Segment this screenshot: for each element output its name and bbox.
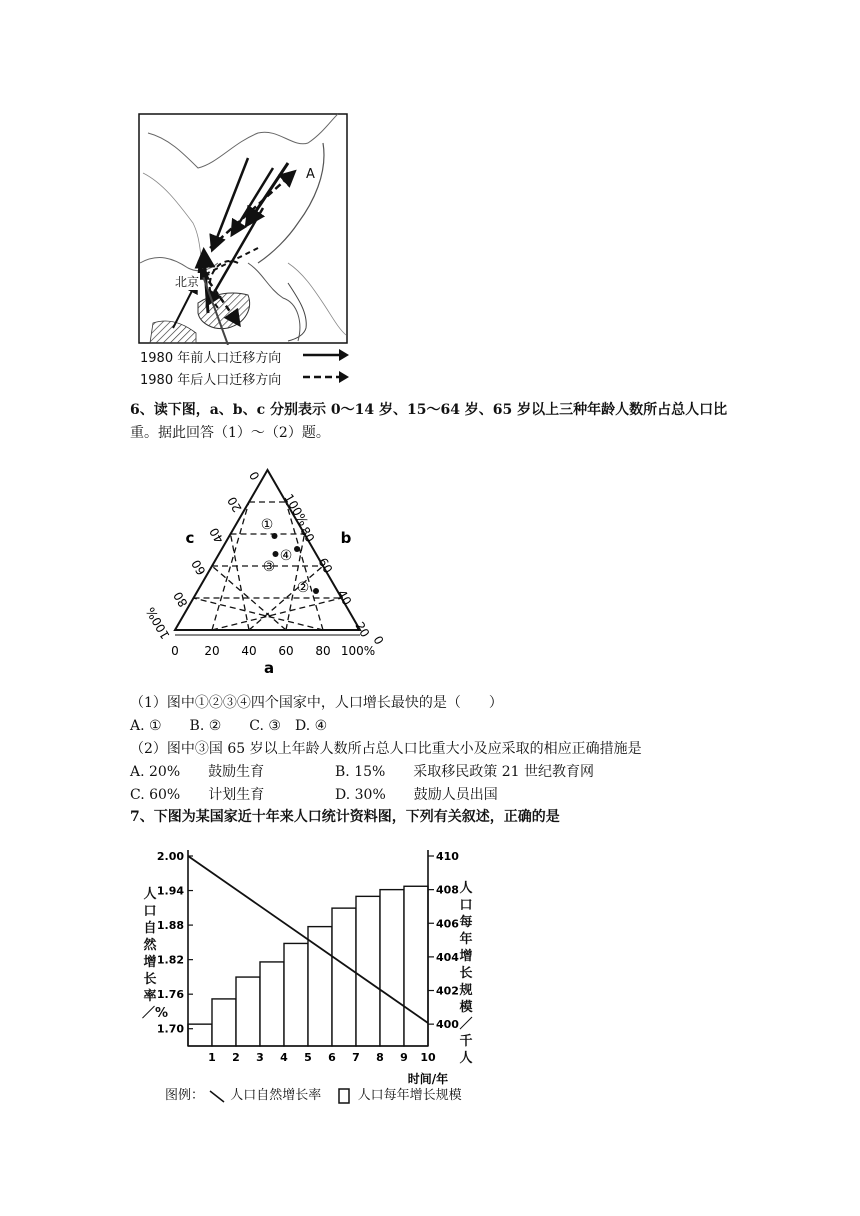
- x-tick-label: 3: [256, 1051, 264, 1064]
- bar: [380, 890, 404, 1046]
- x-tick-label: 10: [420, 1051, 436, 1064]
- right-tick-label: 406: [436, 917, 459, 931]
- legend-text: 1980 年前人口迁移方向: [140, 351, 282, 366]
- right-tick-label: 402: [436, 984, 459, 998]
- legend-prefix: 图例：: [165, 1088, 205, 1103]
- left-tick-label: 1.70: [156, 1022, 184, 1036]
- bottom-tick: 20: [204, 644, 220, 658]
- x-tick-label: 2: [232, 1051, 240, 1064]
- diagonal-line-icon: [208, 1089, 226, 1103]
- point-1: [272, 533, 278, 539]
- left-tick: 40: [206, 525, 227, 546]
- left-tick-label: 1.88: [156, 919, 184, 933]
- population-chart: [140, 840, 500, 1114]
- right-tick: 80: [297, 524, 318, 545]
- left-tick-label: 1.76: [156, 988, 184, 1002]
- axis-label-b: b: [340, 529, 352, 547]
- right-tick-label: 400: [436, 1018, 459, 1032]
- bar: [188, 1024, 212, 1046]
- bottom-tick: 100%: [340, 644, 376, 658]
- legend-bar-label: 人口每年增长规模: [357, 1088, 462, 1103]
- ternary-diagram: [140, 455, 400, 679]
- axis-label-c: c: [185, 529, 195, 547]
- point-2: [313, 588, 319, 594]
- left-tick-label: 2.00: [156, 850, 184, 863]
- right-tick: 100%: [281, 491, 311, 529]
- bar: [236, 977, 260, 1046]
- q6-sub2-option-d: D. 30% 鼓励人员出国: [335, 787, 498, 803]
- region-a-label: A: [306, 167, 315, 182]
- left-tick: 0: [246, 468, 263, 483]
- left-tick: 100%: [143, 604, 173, 642]
- q6-sub2-option-b: B. 15% 采取移民政策 21 世纪教育网: [335, 764, 595, 780]
- bar: [404, 886, 428, 1046]
- bar: [356, 896, 380, 1046]
- dashed-arrow-icon: [303, 370, 351, 384]
- x-tick-label: 7: [352, 1051, 360, 1064]
- legend-text: 1980 年后人口迁移方向: [140, 373, 282, 388]
- bottom-tick: 80: [315, 644, 331, 658]
- bar: [284, 943, 308, 1046]
- left-tick: 60: [188, 557, 209, 578]
- point-label-1: ①: [260, 517, 274, 533]
- x-tick-label: 4: [280, 1051, 288, 1064]
- x-tick-label: 5: [304, 1051, 312, 1064]
- axis-label-a: a: [263, 659, 275, 675]
- x-tick-label: 1: [208, 1051, 216, 1064]
- chart-legend: [165, 1084, 462, 1104]
- grid-line: [231, 534, 250, 630]
- q7-stem: [130, 806, 560, 828]
- q6-stem-line1: [130, 399, 727, 421]
- x-tick-label: 8: [376, 1051, 384, 1064]
- q6-sub1: （1）图中①②③④四个国家中，人口增长最快的是（ ）: [130, 695, 503, 711]
- migration-map: [138, 113, 350, 349]
- bar-rect-icon: [337, 1088, 353, 1104]
- right-tick: 20: [352, 619, 373, 640]
- bottom-tick: 60: [278, 644, 294, 658]
- bar: [212, 999, 236, 1046]
- map-graphic: [138, 113, 350, 345]
- y-axis-left-label: 人口自然增长率／%: [142, 887, 169, 1021]
- point-label-4: ④: [279, 548, 293, 564]
- ternary-graphic: [140, 455, 400, 675]
- bar: [332, 908, 356, 1046]
- right-tick: 40: [334, 587, 355, 608]
- left-tick: 20: [224, 494, 245, 515]
- point-label-2: ②: [296, 580, 310, 596]
- x-tick-label: 6: [328, 1051, 336, 1064]
- legend-row-dashed: [140, 366, 380, 388]
- bottom-tick: 40: [241, 644, 257, 658]
- right-tick-label: 404: [436, 950, 459, 964]
- chart-graphic: [140, 840, 500, 1110]
- q6-sub2: （2）图中③国 65 岁以上年龄人数所占总人口比重大小及应采取的相应正确措施是: [130, 741, 642, 757]
- q7-stem-text: 7、下图为某国家近十年来人口统计资料图，下列有关叙述，正确的是: [130, 809, 560, 825]
- q6-stem-text: 6、读下图，a、b、c 分别表示 0～14 岁、15～64 岁、65 岁以上三种年龄人数所占总人口比: [130, 402, 728, 418]
- right-tick: 60: [315, 555, 336, 576]
- y-axis-right-label: 人口每年增长规模／千人: [459, 881, 473, 1066]
- map-legend: [140, 344, 380, 388]
- bar: [260, 962, 284, 1046]
- q6-stem-line2: 重。据此回答（1）～（2）题。: [130, 425, 330, 441]
- left-tick: 80: [170, 589, 191, 610]
- right-tick-label: 408: [436, 883, 459, 897]
- q6-sub2-option-a: A. 20% 鼓励生育: [130, 764, 265, 780]
- q6-sub1-options: A. ① B. ② C. ③ D. ④: [130, 718, 328, 734]
- point-3: [273, 551, 279, 557]
- solid-arrow-icon: [303, 348, 351, 362]
- bottom-tick: 0: [171, 644, 179, 658]
- point-4: [294, 546, 300, 552]
- legend-line-label: 人口自然增长率: [230, 1088, 322, 1103]
- right-tick: 0: [370, 633, 387, 648]
- left-tick-label: 1.94: [156, 884, 184, 898]
- beijing-label: 北京: [175, 275, 200, 289]
- legend-row-solid: [140, 344, 380, 366]
- bar: [308, 927, 332, 1046]
- x-axis-label: 时间/年: [407, 1072, 449, 1086]
- x-tick-label: 9: [400, 1051, 408, 1064]
- point-label-3: ③: [262, 559, 276, 575]
- right-tick-label: 410: [436, 850, 459, 863]
- q6-sub2-option-c: C. 60% 计划生育: [130, 787, 265, 803]
- left-tick-label: 1.82: [156, 953, 184, 967]
